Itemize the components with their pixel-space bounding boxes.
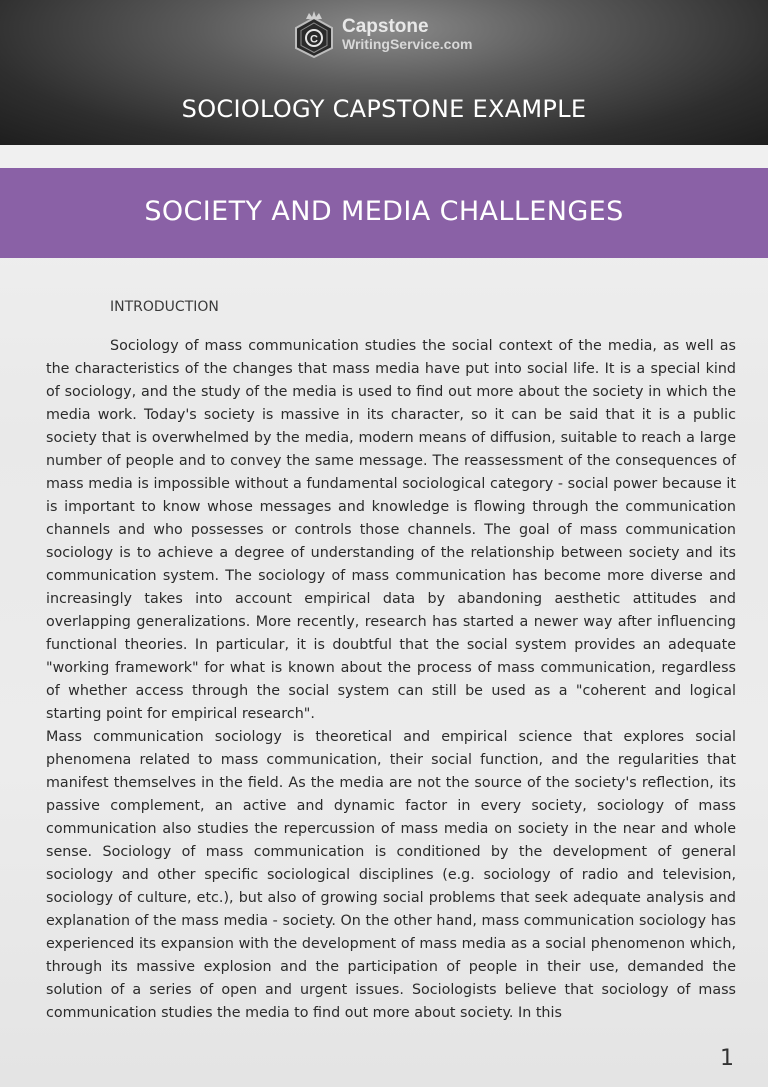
svg-text:C: C xyxy=(310,33,318,46)
section-title: SOCIETY AND MEDIA CHALLENGES xyxy=(144,196,624,227)
document-body xyxy=(46,296,736,1025)
page-number: 1 xyxy=(720,1046,734,1071)
body-paragraph-2: Mass communication sociology is theoretical and empirical science that explores social phenomena related to mass communication, their social function, and the regularities that manifest themselves in the field. As the media are not the source of the society's reflection, its passive complement, an active and dynamic factor in every society, sociology of mass communication also studies the repercussion of mass media on society in the near and whole sense. Sociology of mass communication is conditioned by the development of general sociology and other specific sociological disciplines (e.g. sociology of radio and television, sociology of culture, etc.), but also of growing social problems that seek adequate analysis and explanation of the mass media - society. On the other hand, mass communication sociology has experienced its expansion with the development of mass media as a social phenomenon which, through its massive explosion and the participation of people in their use, demanded the solution of a series of open and urgent issues. Sociologists believe that sociology of mass communication studies the media to find out more about society. In this xyxy=(46,729,736,1021)
c-shield-crown-logo-icon xyxy=(292,10,336,58)
document-title: SOCIOLOGY CAPSTONE EXAMPLE xyxy=(181,95,587,123)
body-paragraph-1: Sociology of mass communication studies the social context of the media, as well as the characteristics of the changes that mass media have put into social life. It is a special kind of sociology, and the study of the media is used to find out more about the society in which the media work. Today's society is massive in its character, so it can be said that it is a public society that is overwhelmed by the media, modern means of diffusion, suitable to reach a large number of people and to convey the same message. The reassessment of the consequences of mass media is impossible without a fundamental sociological category - social power because it is important to know whose messages and knowledge is flowing through the communication channels and who possesses or controls those channels. The goal of mass communication sociology is to achieve a degree of understanding of the relationship between society and its communication system. The sociology of mass communication has become more diverse and increasingly takes into account empirical data by abandoning aesthetic attitudes and overlapping generalizations. More recently, research has started a newer way after influencing functional theories. In particular, it is doubtful that the social system provides an adequate "working framework" for what is known about the process of mass communication, regardless of whether access through the social system can still be used as a "coherent and logical starting point for empirical research". xyxy=(46,338,736,722)
section-heading: INTRODUCTION xyxy=(110,299,219,315)
header-banner xyxy=(0,0,768,145)
brand-domain: WritingService.com xyxy=(342,35,473,52)
brand-text xyxy=(342,17,472,52)
brand-name: Capstone xyxy=(342,15,429,37)
brand-logo[interactable] xyxy=(292,10,472,58)
